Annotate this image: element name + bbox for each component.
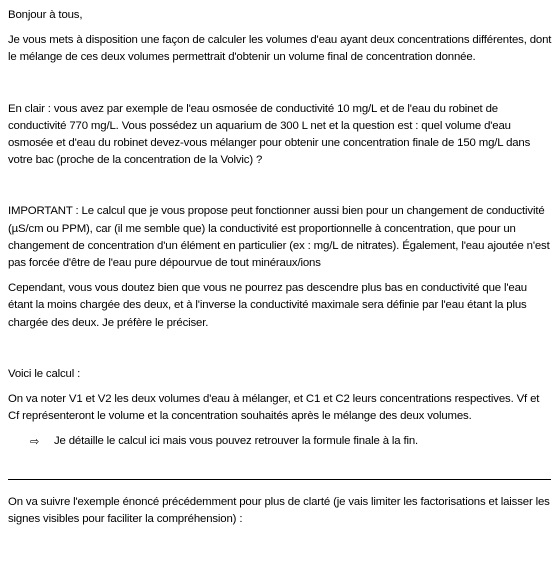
intro-paragraph: Je vous mets à disposition une façon de calculer les volumes d'eau ayant deux concentrations différentes, dont le mélange de ces deux volumes permettrait d'obtenir un volume final de concentration donnée. — [8, 34, 552, 64]
calc-heading: Voici le calcul : — [8, 367, 81, 380]
example-paragraph: En clair : vous avez par exemple de l'eau osmosée de conductivité 10 mg/L et de l'eau du robinet de conductivité 770 mg/L. Vous possédez un aquarium de 300 L net et la question est : quel volume d'eau osmosée et d'eau du robinet devez-vous mélanger pour obtenir une concentration finale de 150 mg/L dans votre bac (proche de la concentration de la Volvic) ? — [8, 102, 531, 167]
greeting: Bonjour à tous, — [8, 9, 83, 21]
caveat-paragraph: Cependant, vous vous doutez bien que vous ne pourrez pas descendre plus bas en conductivité que l'eau étant la moins chargée des deux, et à l'inverse la conductivité maximale sera définie par l'eau étant la plus chargée des deux. Je préfère le préciser. — [8, 282, 527, 329]
horizontal-divider — [8, 479, 551, 480]
followup-paragraph: On va suivre l'exemple énoncé précédemment pour plus de clarté (je vais limiter les factorisations et laisser les signes visibles pour faciliter la compréhension) : — [8, 495, 550, 525]
important-paragraph: IMPORTANT : Le calcul que je vous propose peut fonctionner aussi bien pour un changement de conductivité (µS/cm ou PPM), car (il me semble que) la conductivité est proportionnelle à concentration, que pour un changement de concentration d'un élément en particulier (ex : mg/L de nitrates). Également, l'eau ajoutée n'est pas forcée d'être de l'eau pure dépourvue de tout minéraux/ions — [8, 205, 550, 270]
notation-paragraph: On va noter V1 et V2 les deux volumes d'eau à mélanger, et C1 et C2 leurs concentrations respectives. Vf et Cf représenteront le volume et la concentration souhaités après le mélange des deux volumes. — [8, 393, 540, 423]
arrow-right-icon: ⇨ — [30, 435, 40, 449]
document-body — [8, 7, 553, 528]
bullet-item — [30, 433, 553, 450]
bullet-text: Je détaille le calcul ici mais vous pouvez retrouver la formule finale à la fin. — [54, 435, 419, 448]
